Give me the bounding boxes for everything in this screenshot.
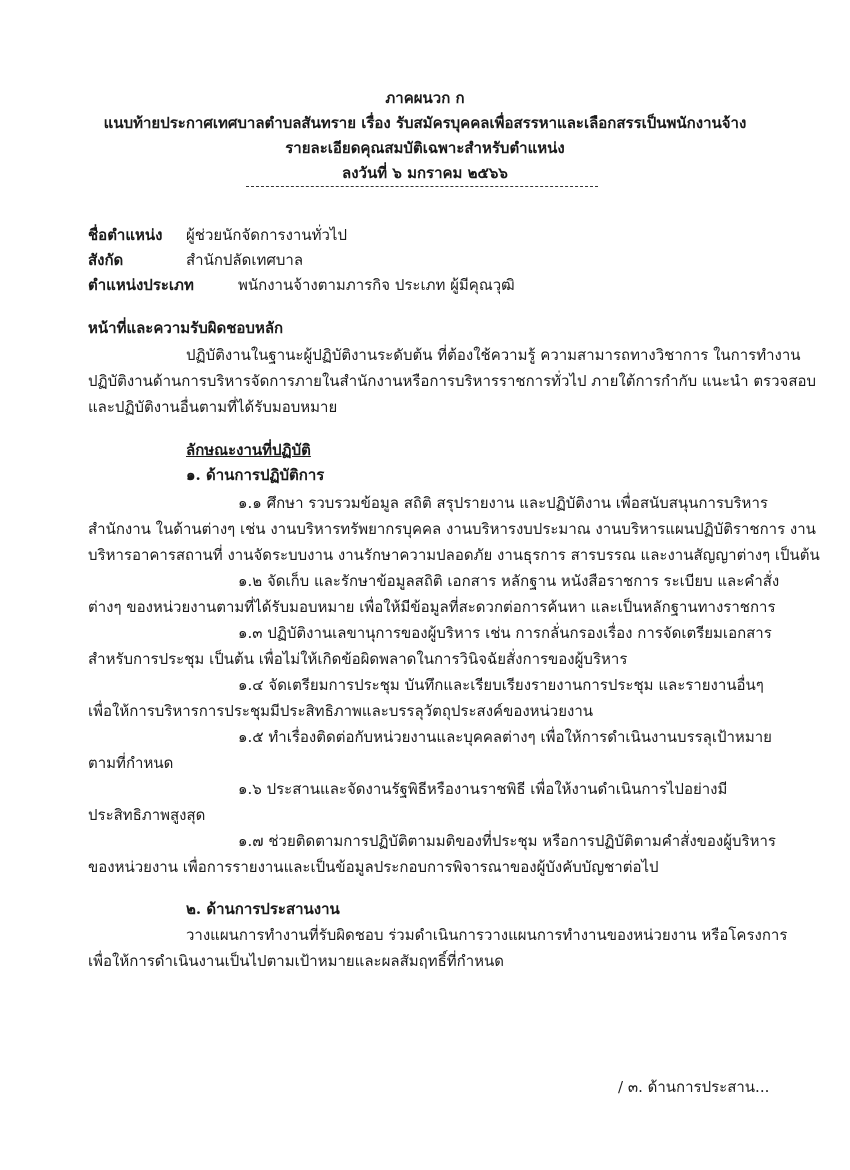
position-value: ผู้ช่วยนักจัดการงานทั่วไป	[186, 226, 347, 244]
work-line: สำหรับการประชุม เป็นต้น เพื่อไม่ให้เกิดข้อผิดพลาดในการวินิจฉัยสั่งการของผู้บริหาร	[88, 650, 628, 668]
annex-title: ภาคผนวก ก	[385, 89, 465, 107]
work-line: ของหน่วยงาน เพื่อการรายงานและเป็นข้อมูลประกอบการพิจารณาของผู้บังคับบัญชาต่อไป	[88, 858, 659, 876]
type-value: พนักงานจ้างตามภารกิจ ประเภท ผู้มีคุณวุฒิ	[238, 276, 515, 294]
work-line: ต่างๆ ของหน่วยงานตามที่ได้รับมอบหมาย เพื่อให้มีข้อมูลที่สะดวกต่อการค้นหา และเป็นหลักฐานทางราชการ	[88, 598, 776, 616]
dept-value: สำนักปลัดเทศบาล	[186, 251, 304, 269]
section-2-line: วางแผนการทำงานที่รับผิดชอบ ร่วมดำเนินการวางแผนการทำงานของหน่วยงาน หรือโครงการ	[186, 926, 788, 944]
type-label: ตำแหน่งประเภท	[88, 276, 194, 294]
work-line: ๑.๔ จัดเตรียมการประชุม บันทึกและเรียบเรียงรายงานการประชุม และรายงานอื่นๆ	[238, 676, 764, 694]
work-line: ตามที่กำหนด	[88, 754, 174, 772]
duties-line: และปฏิบัติงานอื่นตามที่ได้รับมอบหมาย	[88, 398, 338, 416]
section-2-heading: ๒. ด้านการประสานงาน	[186, 900, 340, 918]
work-line: สำนักงาน ในด้านต่างๆ เช่น งานบริหารทรัพยากรบุคคล งานบริหารงบประมาณ งานบริหารแผนปฏิบัติราชการ งาน	[88, 520, 816, 538]
work-line: ประสิทธิภาพสูงสุด	[88, 806, 206, 824]
work-line: เพื่อให้การบริหารการประชุมมีประสิทธิภาพและบรรลุวัตถุประสงค์ของหน่วยงาน	[88, 702, 594, 720]
work-line: ๑.๓ ปฏิบัติงานเลขานุการของผู้บริหาร เช่น การกลั่นกรองเรื่อง การจัดเตรียมเอกสาร	[238, 624, 772, 642]
duties-line: ปฏิบัติงานในฐานะผู้ปฏิบัติงานระดับต้น ที่ต้องใช้ความรู้ ความสามารถทางวิชาการ ในการทำงาน	[186, 346, 801, 364]
work-line: ๑.๒ จัดเก็บ และรักษาข้อมูลสถิติ เอกสาร หลักฐาน หนังสือราชการ ระเบียบ และคำสั่ง	[238, 572, 780, 590]
work-line: ๑.๑ ศึกษา รวบรวมข้อมูล สถิติ สรุปรายงาน และปฏิบัติงาน เพื่อสนับสนุนการบริหาร	[238, 494, 768, 512]
divider	[246, 186, 598, 187]
work-line: ๑.๖ ประสานและจัดงานรัฐพิธีหรืองานราชพิธี เพื่อให้งานดำเนินการไปอย่างมี	[238, 780, 728, 798]
section-2-line: เพื่อให้การดำเนินงานเป็นไปตามเป้าหมายและผลสัมฤทธิ์ที่กำหนด	[88, 952, 505, 970]
work-heading: ลักษณะงานที่ปฏิบัติ	[186, 441, 311, 459]
duties-line: ปฏิบัติงานด้านการบริหารจัดการภายในสำนักงานหรือการบริหารราชการทั่วไป ภายใต้การกำกับ แนะนำ ตรวจสอบ	[88, 372, 817, 390]
work-line: ๑.๗ ช่วยติดตามการปฏิบัติตามมติของที่ประชุม หรือการปฏิบัติตามคำสั่งของผู้บริหาร	[238, 832, 776, 850]
work-line: บริหารอาคารสถานที่ งานจัดระบบงาน งานรักษาความปลอดภัย งานธุรการ สารบรรณ และงานสัญญาต่างๆ เป็นต้น	[88, 546, 820, 564]
position-label: ชื่อตำแหน่ง	[88, 226, 163, 244]
qualification-title: รายละเอียดคุณสมบัติเฉพาะสำหรับตำแหน่ง	[285, 139, 565, 157]
continuation-note: / ๓. ด้านการประสาน...	[618, 1078, 770, 1096]
announcement-title: แนบท้ายประกาศเทศบาลตำบลสันทราย เรื่อง รับสมัครบุคคลเพื่อสรรหาและเลือกสรรเป็นพนักงานจ้าง	[103, 114, 747, 132]
date-line: ลงวันที่ ๖ มกราคม ๒๕๖๖	[342, 164, 508, 182]
duties-heading: หน้าที่และความรับผิดชอบหลัก	[88, 319, 284, 337]
section-1-heading: ๑. ด้านการปฏิบัติการ	[186, 466, 325, 484]
dept-label: สังกัด	[88, 251, 124, 269]
work-line: ๑.๕ ทำเรื่องติดต่อกับหน่วยงานและบุคคลต่างๆ เพื่อให้การดำเนินงานบรรลุเป้าหมาย	[238, 728, 772, 746]
